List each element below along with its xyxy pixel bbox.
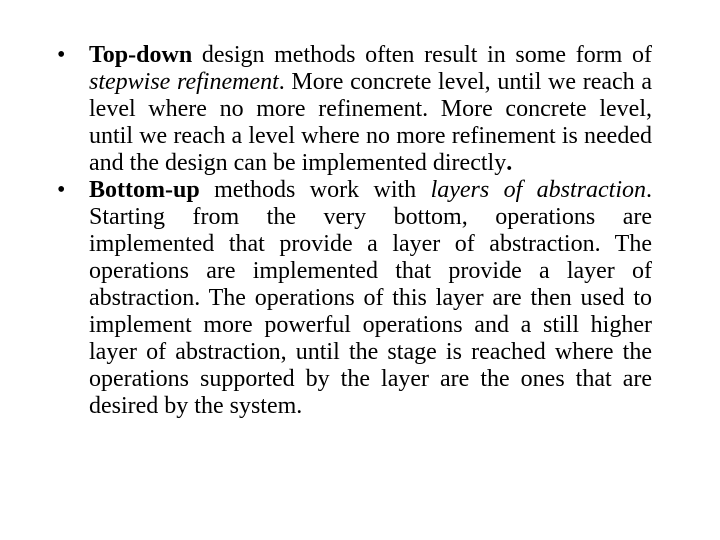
end-mark: . [506, 150, 513, 176]
text-segment: methods work with [199, 177, 431, 203]
bullet-item-top-down [56, 42, 652, 177]
end-mark: . [296, 393, 303, 419]
term-top-down: Top-down [89, 42, 193, 68]
text-segment: . More concrete level, until we reach a level where no more refinement. More concrete level, until we reach a level where no more refinement is needed and the design can be implemented directly [89, 69, 652, 176]
text-segment: . Starting from the very bottom, operations are implemented that provide a layer of abstraction. The operations are implemented that provide a layer of abstraction. The operations of this layer are then used to implement more powerful operations and a still higher layer of abstraction, until the stage is reached where the operations supported by the layer are the ones that are desired by the system [89, 177, 652, 419]
bullet-list [56, 42, 652, 420]
term-bottom-up: Bottom-up [89, 177, 200, 203]
emphasis-layers-of-abstraction: layers of abstraction [430, 177, 646, 203]
bullet-item-bottom-up [56, 177, 652, 420]
emphasis-stepwise-refinement: stepwise refinement [89, 69, 279, 95]
text-segment: design methods often result in some form of [192, 42, 652, 68]
bullet-icon: • [57, 42, 66, 68]
bullet-icon: • [57, 177, 66, 203]
